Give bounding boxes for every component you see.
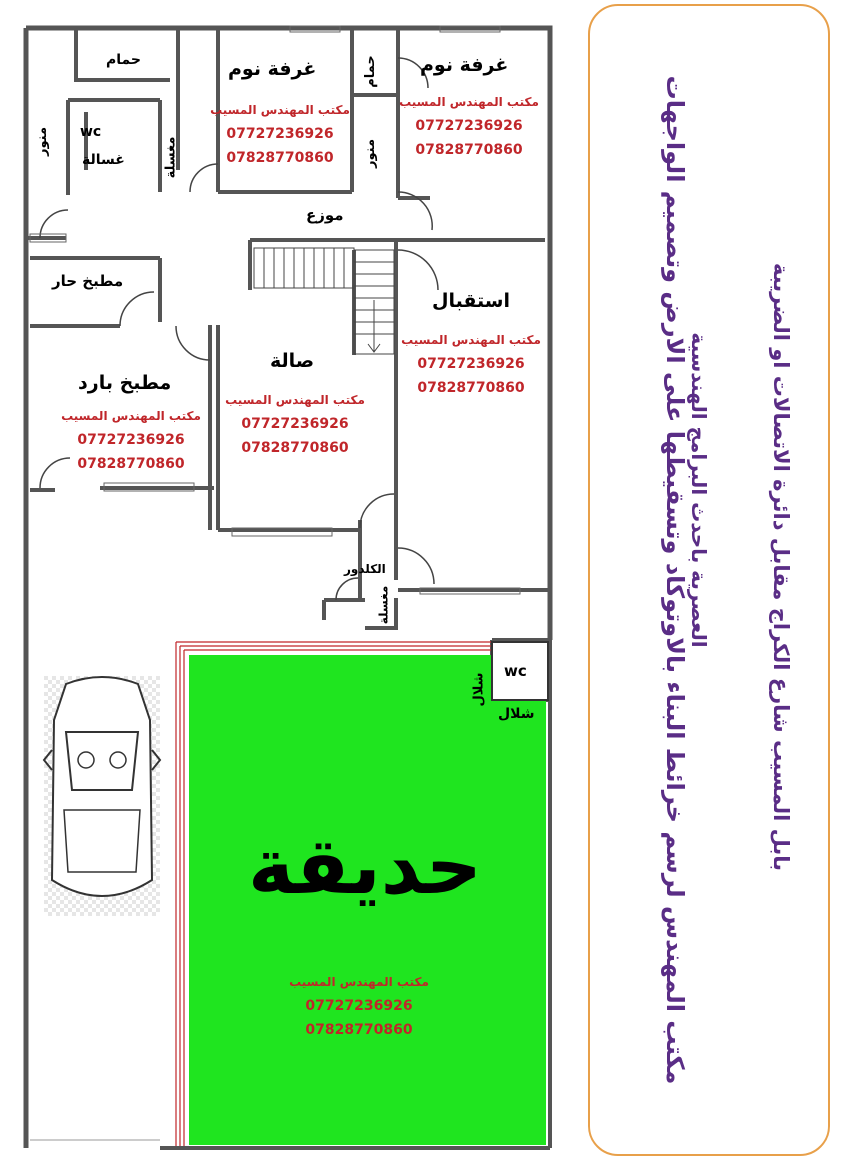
watermark-phone-1: 07727236926 bbox=[226, 126, 334, 142]
watermark-phone-1: 07727236926 bbox=[415, 118, 523, 134]
sink-bottom-label: مغسلة bbox=[376, 585, 391, 625]
info-panel bbox=[588, 4, 830, 1156]
panel-line-1: مكتب المهندس لرسم خرائط البناء بالاوتوكاد وتسقيطها على الارض وتصميم الواجهات bbox=[661, 75, 689, 1085]
watermark-office: مكتب المهندس المسيب bbox=[401, 333, 541, 347]
hot-kitchen-label: مطبخ حار bbox=[52, 272, 124, 290]
watermark-phone-2: 07828770860 bbox=[77, 456, 185, 472]
watermark-phone-1: 07727236926 bbox=[241, 416, 349, 432]
watermark-reception bbox=[396, 328, 546, 400]
bedroom-right-label: غرفة نوم bbox=[420, 54, 509, 76]
watermark-phone-1: 07727236926 bbox=[305, 998, 413, 1014]
hall-label: صالة bbox=[270, 350, 315, 372]
panel-line-3: بابل المسيب شارع الكراج مقابل دائرة الاتصالات او الضريبة bbox=[769, 262, 793, 872]
watermark-phone-2: 07828770860 bbox=[241, 440, 349, 456]
bath-small-label: حمام bbox=[362, 55, 378, 88]
watermark-phone-2: 07828770860 bbox=[305, 1022, 413, 1038]
skylight-left-label: منور bbox=[35, 127, 50, 156]
reception-label: استقبال bbox=[432, 290, 511, 312]
laundry-label: غسالة bbox=[82, 152, 125, 168]
watermark-cold-kitchen bbox=[56, 404, 206, 476]
watermark-bedroom-right bbox=[394, 90, 544, 162]
cold-kitchen-label: مطبخ بارد bbox=[78, 372, 172, 394]
distributor-label: موزع bbox=[306, 206, 344, 224]
panel-line-2: العصرية باحدث البرامج الهندسية bbox=[687, 332, 711, 648]
garden-label: حديقة bbox=[248, 822, 482, 912]
bathroom-label: حمام bbox=[106, 52, 141, 68]
watermark-bedroom-left bbox=[205, 98, 355, 170]
car-icon bbox=[44, 676, 160, 916]
watermark-office: مكتب المهندس المسيب bbox=[289, 975, 429, 989]
watermark-phone-2: 07828770860 bbox=[415, 142, 523, 158]
wc-top-label: wc bbox=[80, 124, 102, 140]
sink-left-label: مغسلة bbox=[163, 136, 179, 179]
watermark-phone-2: 07828770860 bbox=[226, 150, 334, 166]
skylight-mid-label: منور bbox=[363, 139, 378, 168]
corridor-label: الكلدور bbox=[344, 562, 386, 576]
watermark-office: مكتب المهندس المسيب bbox=[225, 393, 365, 407]
watermark-garden bbox=[284, 970, 434, 1042]
watermark-phone-2: 07828770860 bbox=[417, 380, 525, 396]
waterfall-label: شلال bbox=[498, 706, 535, 722]
watermark-phone-1: 07727236926 bbox=[77, 432, 185, 448]
watermark-phone-1: 07727236926 bbox=[417, 356, 525, 372]
watermark-hall bbox=[220, 388, 370, 460]
watermark-office: مكتب المهندس المسيب bbox=[61, 409, 201, 423]
staircase-icon bbox=[254, 248, 394, 354]
watermark-office: مكتب المهندس المسيب bbox=[210, 103, 350, 117]
waterfall-vertical-label: شلال bbox=[471, 672, 487, 707]
watermark-office: مكتب المهندس المسيب bbox=[399, 95, 539, 109]
wc-garden-label: wc bbox=[504, 662, 527, 680]
bedroom-left-label: غرفة نوم bbox=[228, 58, 317, 80]
